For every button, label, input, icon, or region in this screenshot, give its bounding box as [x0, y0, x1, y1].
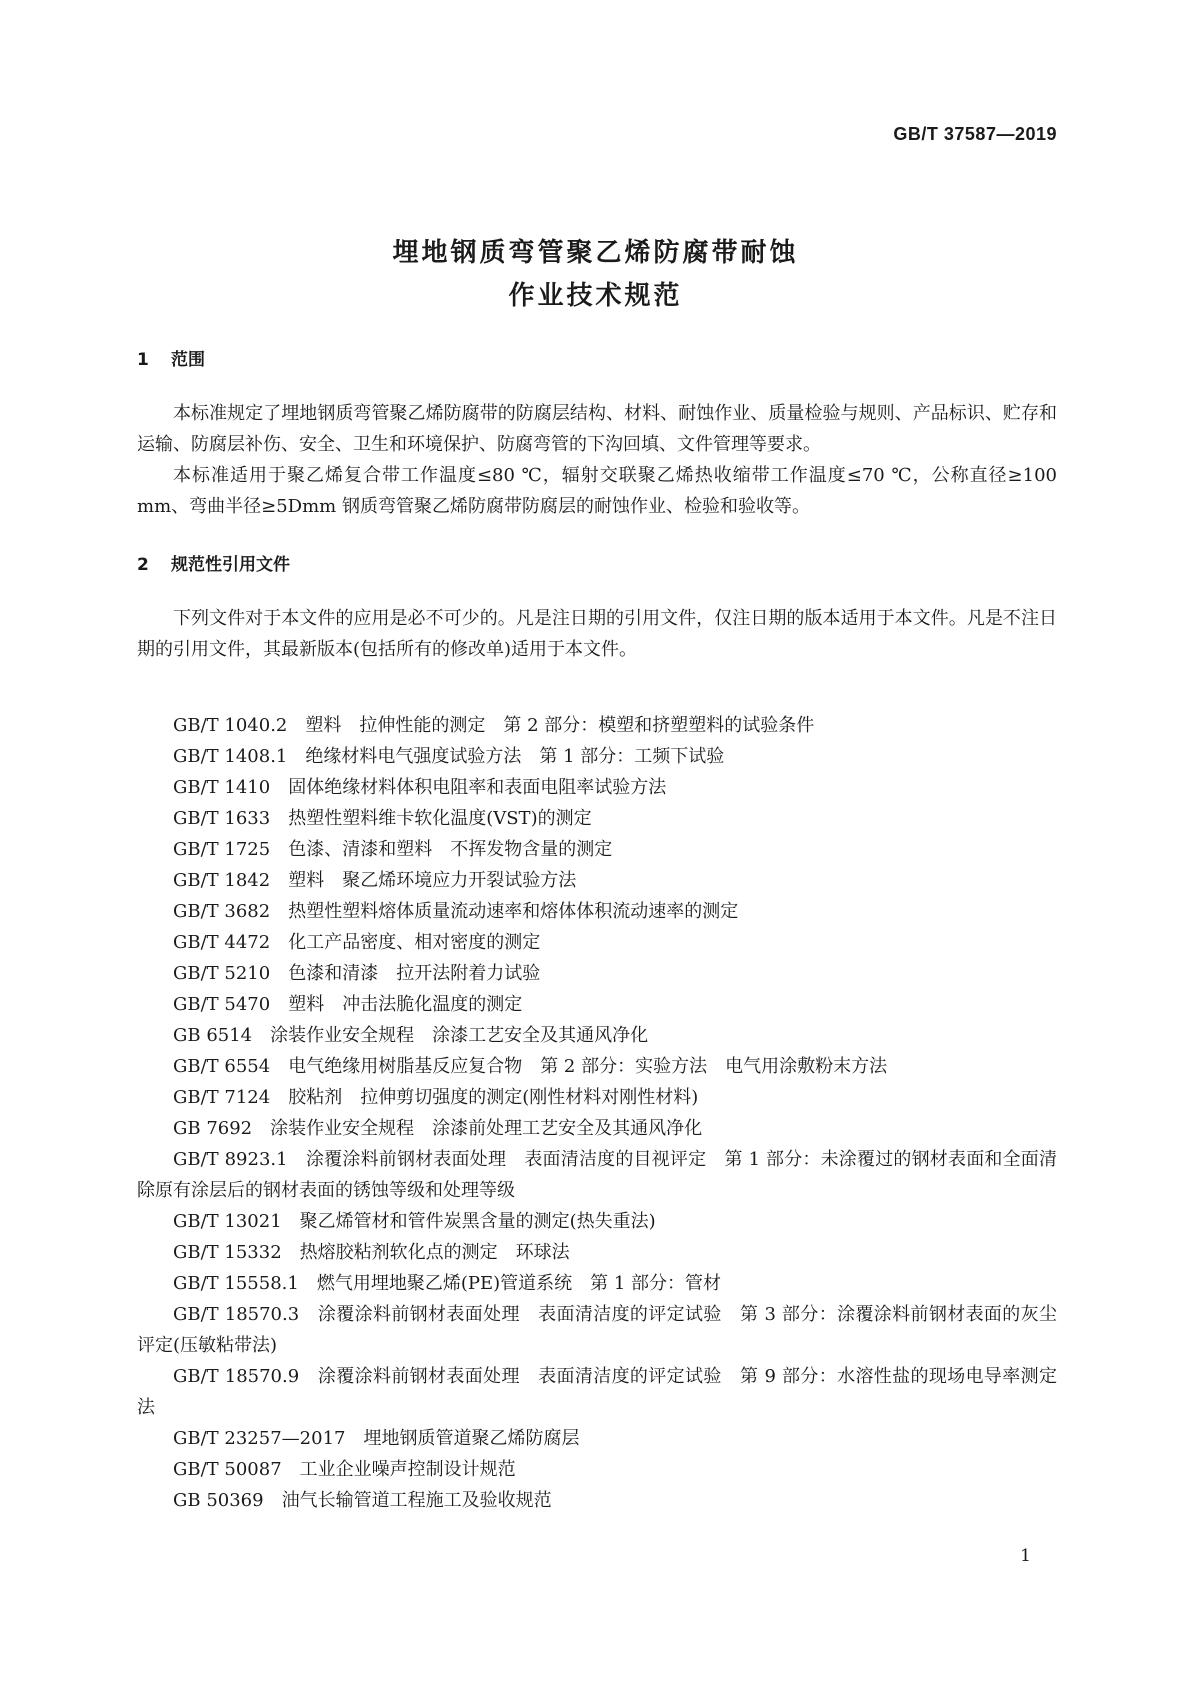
reference-item: GB/T 1842 塑料 聚乙烯环境应力开裂试验方法	[173, 870, 577, 891]
section-title: 规范性引用文件	[171, 555, 290, 575]
reference-item: GB/T 13021 聚乙烯管材和管件炭黑含量的测定(热失重法)	[173, 1211, 656, 1232]
reference-item: GB/T 1725 色漆、清漆和塑料 不挥发物含量的测定	[173, 839, 613, 860]
reference-item: GB/T 18570.3 涂覆涂料前钢材表面处理 表面清洁度的评定试验 第 3 部分：涂覆涂料前钢材表面的灰尘评定(压敏粘带法)	[137, 1304, 1057, 1356]
section-number: 1	[137, 350, 149, 370]
reference-item: GB/T 1633 热塑性塑料维卡软化温度(VST)的测定	[173, 808, 592, 829]
page-number: 1	[1020, 1546, 1031, 1566]
document-code: GB/T 37587—2019	[893, 124, 1057, 144]
document-title-line-2: 作业技术规范	[508, 281, 683, 311]
reference-item: GB/T 50087 工业企业噪声控制设计规范	[173, 1459, 516, 1480]
section-title: 范围	[171, 350, 205, 370]
section-heading-scope	[137, 345, 205, 370]
section-number: 2	[137, 555, 149, 575]
reference-item: GB/T 5470 塑料 冲击法脆化温度的测定	[173, 994, 523, 1015]
scope-paragraph-1: 本标准规定了埋地钢质弯管聚乙烯防腐带的防腐层结构、材料、耐蚀作业、质量检验与规则、产品标识、贮存和运输、防腐层补伤、安全、卫生和环境保护、防腐弯管的下沟回填、文件管理等要求。	[137, 403, 1057, 455]
reference-item: GB 50369 油气长输管道工程施工及验收规范	[173, 1490, 552, 1511]
references-intro-paragraph: 下列文件对于本文件的应用是必不可少的。凡是注日期的引用文件，仅注日期的版本适用于本文件。凡是不注日期的引用文件，其最新版本(包括所有的修改单)适用于本文件。	[137, 608, 1057, 660]
reference-item: GB/T 1408.1 绝缘材料电气强度试验方法 第 1 部分：工频下试验	[173, 746, 725, 767]
reference-item: GB/T 3682 热塑性塑料熔体质量流动速率和熔体体积流动速率的测定	[173, 901, 739, 922]
reference-item: GB/T 5210 色漆和清漆 拉开法附着力试验	[173, 963, 541, 984]
document-title-line-1: 埋地钢质弯管聚乙烯防腐带耐蚀	[392, 238, 799, 268]
reference-item: GB/T 15332 热熔胶粘剂软化点的测定 环球法	[173, 1242, 570, 1263]
reference-item: GB/T 18570.9 涂覆涂料前钢材表面处理 表面清洁度的评定试验 第 9 部分：水溶性盐的现场电导率测定法	[137, 1366, 1057, 1418]
reference-item: GB/T 6554 电气绝缘用树脂基反应复合物 第 2 部分：实验方法 电气用涂敷粉末方法	[173, 1056, 888, 1077]
section-heading-normative-references	[137, 550, 290, 575]
reference-item: GB/T 1410 固体绝缘材料体积电阻率和表面电阻率试验方法	[173, 777, 667, 798]
reference-list	[137, 710, 1057, 1516]
reference-item: GB/T 1040.2 塑料 拉伸性能的测定 第 2 部分：模塑和挤塑塑料的试验条件	[173, 715, 815, 736]
reference-item: GB 7692 涂装作业安全规程 涂漆前处理工艺安全及其通风净化	[173, 1118, 703, 1139]
scope-paragraph-2: 本标准适用于聚乙烯复合带工作温度≤80 ℃，辐射交联聚乙烯热收缩带工作温度≤70 ℃，公称直径≥100 mm、弯曲半径≥5Dmm 钢质弯管聚乙烯防腐带防腐层的耐蚀作业、检验和验收等。	[137, 465, 1057, 517]
reference-item: GB/T 15558.1 燃气用埋地聚乙烯(PE)管道系统 第 1 部分：管材	[173, 1273, 722, 1294]
reference-item: GB 6514 涂装作业安全规程 涂漆工艺安全及其通风净化	[173, 1025, 649, 1046]
reference-item: GB/T 7124 胶粘剂 拉伸剪切强度的测定(刚性材料对刚性材料)	[173, 1087, 699, 1108]
reference-item: GB/T 8923.1 涂覆涂料前钢材表面处理 表面清洁度的目视评定 第 1 部分：未涂覆过的钢材表面和全面清除原有涂层后的钢材表面的锈蚀等级和处理等级	[137, 1149, 1057, 1201]
reference-item: GB/T 4472 化工产品密度、相对密度的测定	[173, 932, 541, 953]
reference-item: GB/T 23257—2017 埋地钢质管道聚乙烯防腐层	[173, 1428, 580, 1449]
